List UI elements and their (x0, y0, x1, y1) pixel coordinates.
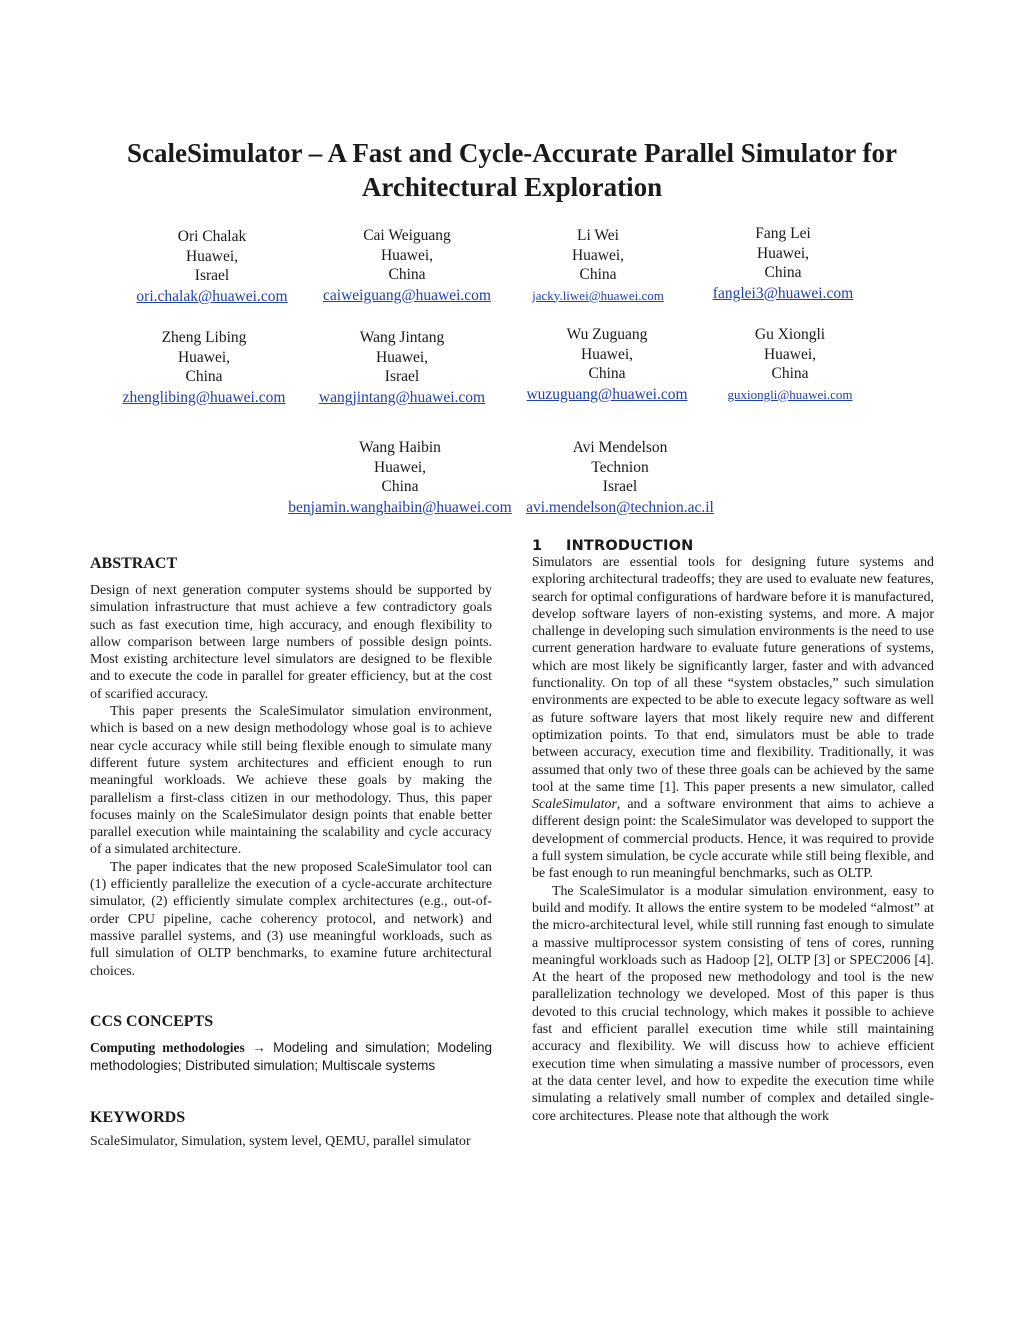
intro-paragraph (532, 554, 934, 883)
author-email-link[interactable]: avi.mendelson@technion.ac.il (526, 498, 714, 516)
author-org: Huawei, (571, 246, 625, 264)
author-org: Huawei, (185, 247, 239, 265)
section-title: INTRODUCTION (566, 538, 694, 554)
author-email-link[interactable]: zhenglibing@huawei.com (122, 388, 286, 406)
author-email-link[interactable]: fanglei3@huawei.com (712, 284, 854, 302)
author-block (287, 328, 517, 407)
author-org: Huawei, (756, 244, 810, 262)
ccs-heading: CCS CONCEPTS (90, 1013, 214, 1030)
ccs-text (90, 1039, 492, 1075)
paper-title (0, 136, 1024, 204)
introduction-section (532, 538, 934, 1125)
author-block (505, 438, 735, 517)
author-email-link[interactable]: ori.chalak@huawei.com (136, 287, 288, 305)
author-org: Huawei, (375, 348, 429, 366)
author-country: China (185, 368, 223, 385)
author-email-link[interactable]: wuzuguang@huawei.com (526, 385, 688, 403)
author-name: Fang Lei (755, 225, 811, 242)
author-email-link[interactable]: benjamin.wanghaibin@huawei.com (288, 498, 512, 516)
keywords-section (90, 1109, 492, 1150)
author-name: Avi Mendelson (572, 439, 668, 456)
author-block (265, 438, 535, 517)
author-block (89, 328, 319, 407)
author-name: Ori Chalak (177, 228, 247, 245)
author-name: Li Wei (577, 227, 619, 244)
author-name: Zheng Libing (161, 329, 247, 346)
ccs-concepts: Modeling and simulation; Modeling methodologies; Distributed simulation; Multiscale systems (90, 1040, 492, 1073)
author-name: Wu Zuguang (566, 326, 648, 343)
title-line-2: Architectural Exploration (361, 172, 663, 202)
author-block (668, 224, 898, 303)
section-number: 1 (532, 538, 543, 554)
ccs-section (90, 1013, 492, 1075)
ccs-bold-term: Computing methodologies (90, 1040, 245, 1055)
author-org: Huawei, (580, 345, 634, 363)
intro-emphasis: ScaleSimulator (532, 797, 617, 813)
author-country: China (381, 478, 419, 495)
intro-text: , and a software environment that aims to achieve a different design point: the ScaleSimulator was developed to support the development of commercial products. Hence, it was required to provide a full system simulation, be cycle accurate while still being flexible, and be fast enough to run meaningful benchmarks, such as OLTP. (532, 797, 934, 882)
abstract-paragraph: Design of next generation computer systems should be supported by simulation infrastructure that must achieve a few contradictory goals such as fast execution time, high accuracy, and enough flexibility to allow comparison between large numbers of possible design points. Most existing architecture level simulators are designed to be flexible and to execute the code in parallel for greater efficiency, but at the cost of scarified accuracy. (90, 583, 492, 702)
author-country: Israel (194, 267, 230, 284)
ccs-arrow: → (252, 1040, 266, 1055)
intro-heading (532, 538, 934, 554)
author-email-link[interactable]: jacky.liwei@huawei.com (532, 287, 664, 303)
abstract-paragraph: The paper indicates that the new proposed ScaleSimulator tool can (1) efficiently parallelize the execution of a cycle-accurate architecture simulator, (2) efficiently simulate complex architectures (e.g., out-of-order CPU pipeline, cache coherency protocol, and network) and massive parallel systems, and (3) use meaningful workloads, such as full simulation of OLTP benchmarks, to examine future architectural choices. (90, 859, 492, 979)
author-country: China (388, 266, 426, 283)
author-org: Technion (591, 458, 649, 476)
author-name: Gu Xiongli (754, 326, 826, 343)
intro-text: Simulators are essential tools for designing future systems and exploring architectural tradeoffs; they are used to evaluate new features, search for optimal configurations of hardware before it is manufactured, develop software layers of non-existing systems, and more. A major challenge in developing such simulation environments is the need to use current generation hardware to evaluate future generations of systems, which are most likely be significantly larger, faster and with advanced functionality. On top of all these “system obstacles,” such simulation environments are expected to be able to execute legacy software as well as future software layers that most likely require new and different optimization points. To that end, simulators must be able to trade between accuracy, execution time and flexibility. Traditionally, it was assumed that only two of these three goals can be achieved by the same tool at the same time [1]. This paper presents a new simulator, called (532, 555, 934, 795)
author-name: Cai Weiguang (363, 227, 451, 244)
author-country: Israel (384, 368, 420, 385)
author-org: Huawei, (373, 458, 427, 476)
author-email-link[interactable]: guxiongli@huawei.com (727, 386, 853, 402)
author-country: China (764, 264, 802, 281)
author-name: Wang Jintang (359, 329, 445, 346)
keywords-text: ScaleSimulator, Simulation, system level, QEMU, parallel simulator (90, 1134, 471, 1149)
title-line-1: ScaleSimulator – A Fast and Cycle-Accurate Parallel Simulator for (127, 138, 897, 168)
abstract-section (90, 555, 492, 980)
author-email-link[interactable]: caiweiguang@huawei.com (323, 286, 491, 304)
intro-paragraph: The ScaleSimulator is a modular simulation environment, easy to build and modify. It allows the entire system to be modeled “almost” at the micro-architectural level, while still running fast enough to simulate a massive multiprocessor system consisting of tens of cores, running meaningful workloads such as Hadoop [2], OLTP [3] or SPEC2006 [4]. At the heart of the proposed new methodology and tool is the new parallelization technology we developed. Most of this paper is thus devoted to this crucial technology, which makes it possible to achieve fast and efficient parallel execution time while still maintaining accuracy and flexibility. We will discuss how to achieve efficient execution time when simulating a massive number of processors, even at the data center level, and how to expedite the execution time while simulating a relatively small number of complex and detailed single-core architectures. Please note that although the work (532, 883, 934, 1124)
author-country: China (588, 365, 626, 382)
author-country: China (771, 365, 809, 382)
author-org: Huawei, (763, 345, 817, 363)
author-org: Huawei, (380, 246, 434, 264)
abstract-paragraph: This paper presents the ScaleSimulator simulation environment, which is based on a new design methodology whose goal is to achieve near cycle accuracy while still being flexible enough to simulate many different future system architectures and efficient enough to run meaningful workloads. We achieve these goals by making the parallelism a first-class citizen in our methodology. Thus, this paper focuses mainly on the ScaleSimulator design points that enable better parallel execution while maintaining the scalability and cycle accuracy of a simulated architecture. (90, 704, 492, 858)
author-org: Huawei, (177, 348, 231, 366)
author-email-link[interactable]: wangjintang@huawei.com (318, 388, 486, 406)
author-country: Israel (602, 478, 638, 495)
keywords-heading: KEYWORDS (90, 1109, 186, 1126)
author-block (675, 325, 905, 404)
author-name: Wang Haibin (359, 439, 441, 456)
author-country: China (579, 266, 617, 283)
abstract-heading: ABSTRACT (90, 555, 178, 572)
